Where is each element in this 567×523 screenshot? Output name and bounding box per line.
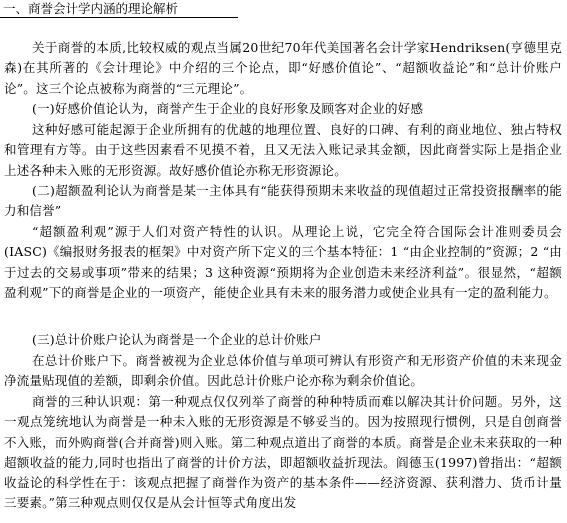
subheading-total-valuation: (三)总计价账户论认为商誉是一个企业的总计价账户 — [32, 332, 322, 347]
subheading-excess-earnings: (二)超额盈利论认为商誉是某一主体具有“能获得预期未来收益的现值超过正常投资报酬率的能力和信誉” — [4, 183, 562, 219]
paragraph-goodwill-value: 这种好感可能起源于企业所拥有的优越的地理位置、良好的口碑、有利的商业地位、独占特权和管理有方等。由于这些因素看不见摸不着，且又无法入账记录其金额，因此商誉实际上是指企业上述各种未入账的无形资源。故好感价值论亦称无形资源论。 — [4, 122, 562, 178]
subheading-goodwill-value: (一)好感价值论认为，商誉产生于企业的良好形象及顾客对企业的好感 — [32, 101, 424, 116]
paragraph-excess-earnings: “超额盈利观”源于人们对资产特性的认识。从理论上说，它完全符合国际会计准则委员会(IASC)《编报财务报表的框架》中对资产所下定义的三个基本特征：1 “由企业控制的”资源；2 “由于过去的交易或事项”带来的结果；3 这种资源“预期将为企业创造未来经济利益”。很显然，“超额盈利观”下的商誉是企业的一项资产，能使企业具有未来的服务潜力或使企业具有一定的盈利能力。 — [4, 224, 562, 300]
section-heading: 一、商誉会计学内涵的理论解析 — [3, 1, 179, 16]
heading-underline — [0, 17, 238, 18]
paragraph-total-valuation: 在总计价账户下。商誉被视为企业总体价值与单项可辨认有形资产和无形资产价值的未来现金净流量贴现值的差额，即剩余价值。因此总计价账户论亦称为剩余价值论。 — [4, 353, 562, 389]
paragraph-three-views: 商誉的三种认识观：第一种观点仅仅列举了商誉的种种特质而难以解决其计价问题。另外，这一观点笼统地认为商誉是一种未入账的无形资源是不够妥当的。因为按照现行惯例，只是自创商誉不入账，而外购商誉(合并商誉)则入账。第二种观点道出了商誉的本质。商誉是企业未来获取的一种超额收益的能力,同时也指出了商誉的计价方法，即超额收益折现法。阎德玉(1997)曾指出：“超额收益论的科学性在于：该观点把握了商誉作为资产的基本条件——经济资源、获利潜力、货币计量三要素。”第三种观点则仅仅是从会计恒等式角度出发 — [4, 394, 562, 511]
paragraph-intro: 关于商誉的本质,比较权威的观点当属20世纪70年代美国著名会计学家Hendriksen(亨德里克森)在其所著的《会计理论》中介绍的三个论点，即“好感价值论”、“超额收益论”和“总计价账户论”。这三个论点被称为商誉的“三元理论”。 — [4, 40, 562, 96]
